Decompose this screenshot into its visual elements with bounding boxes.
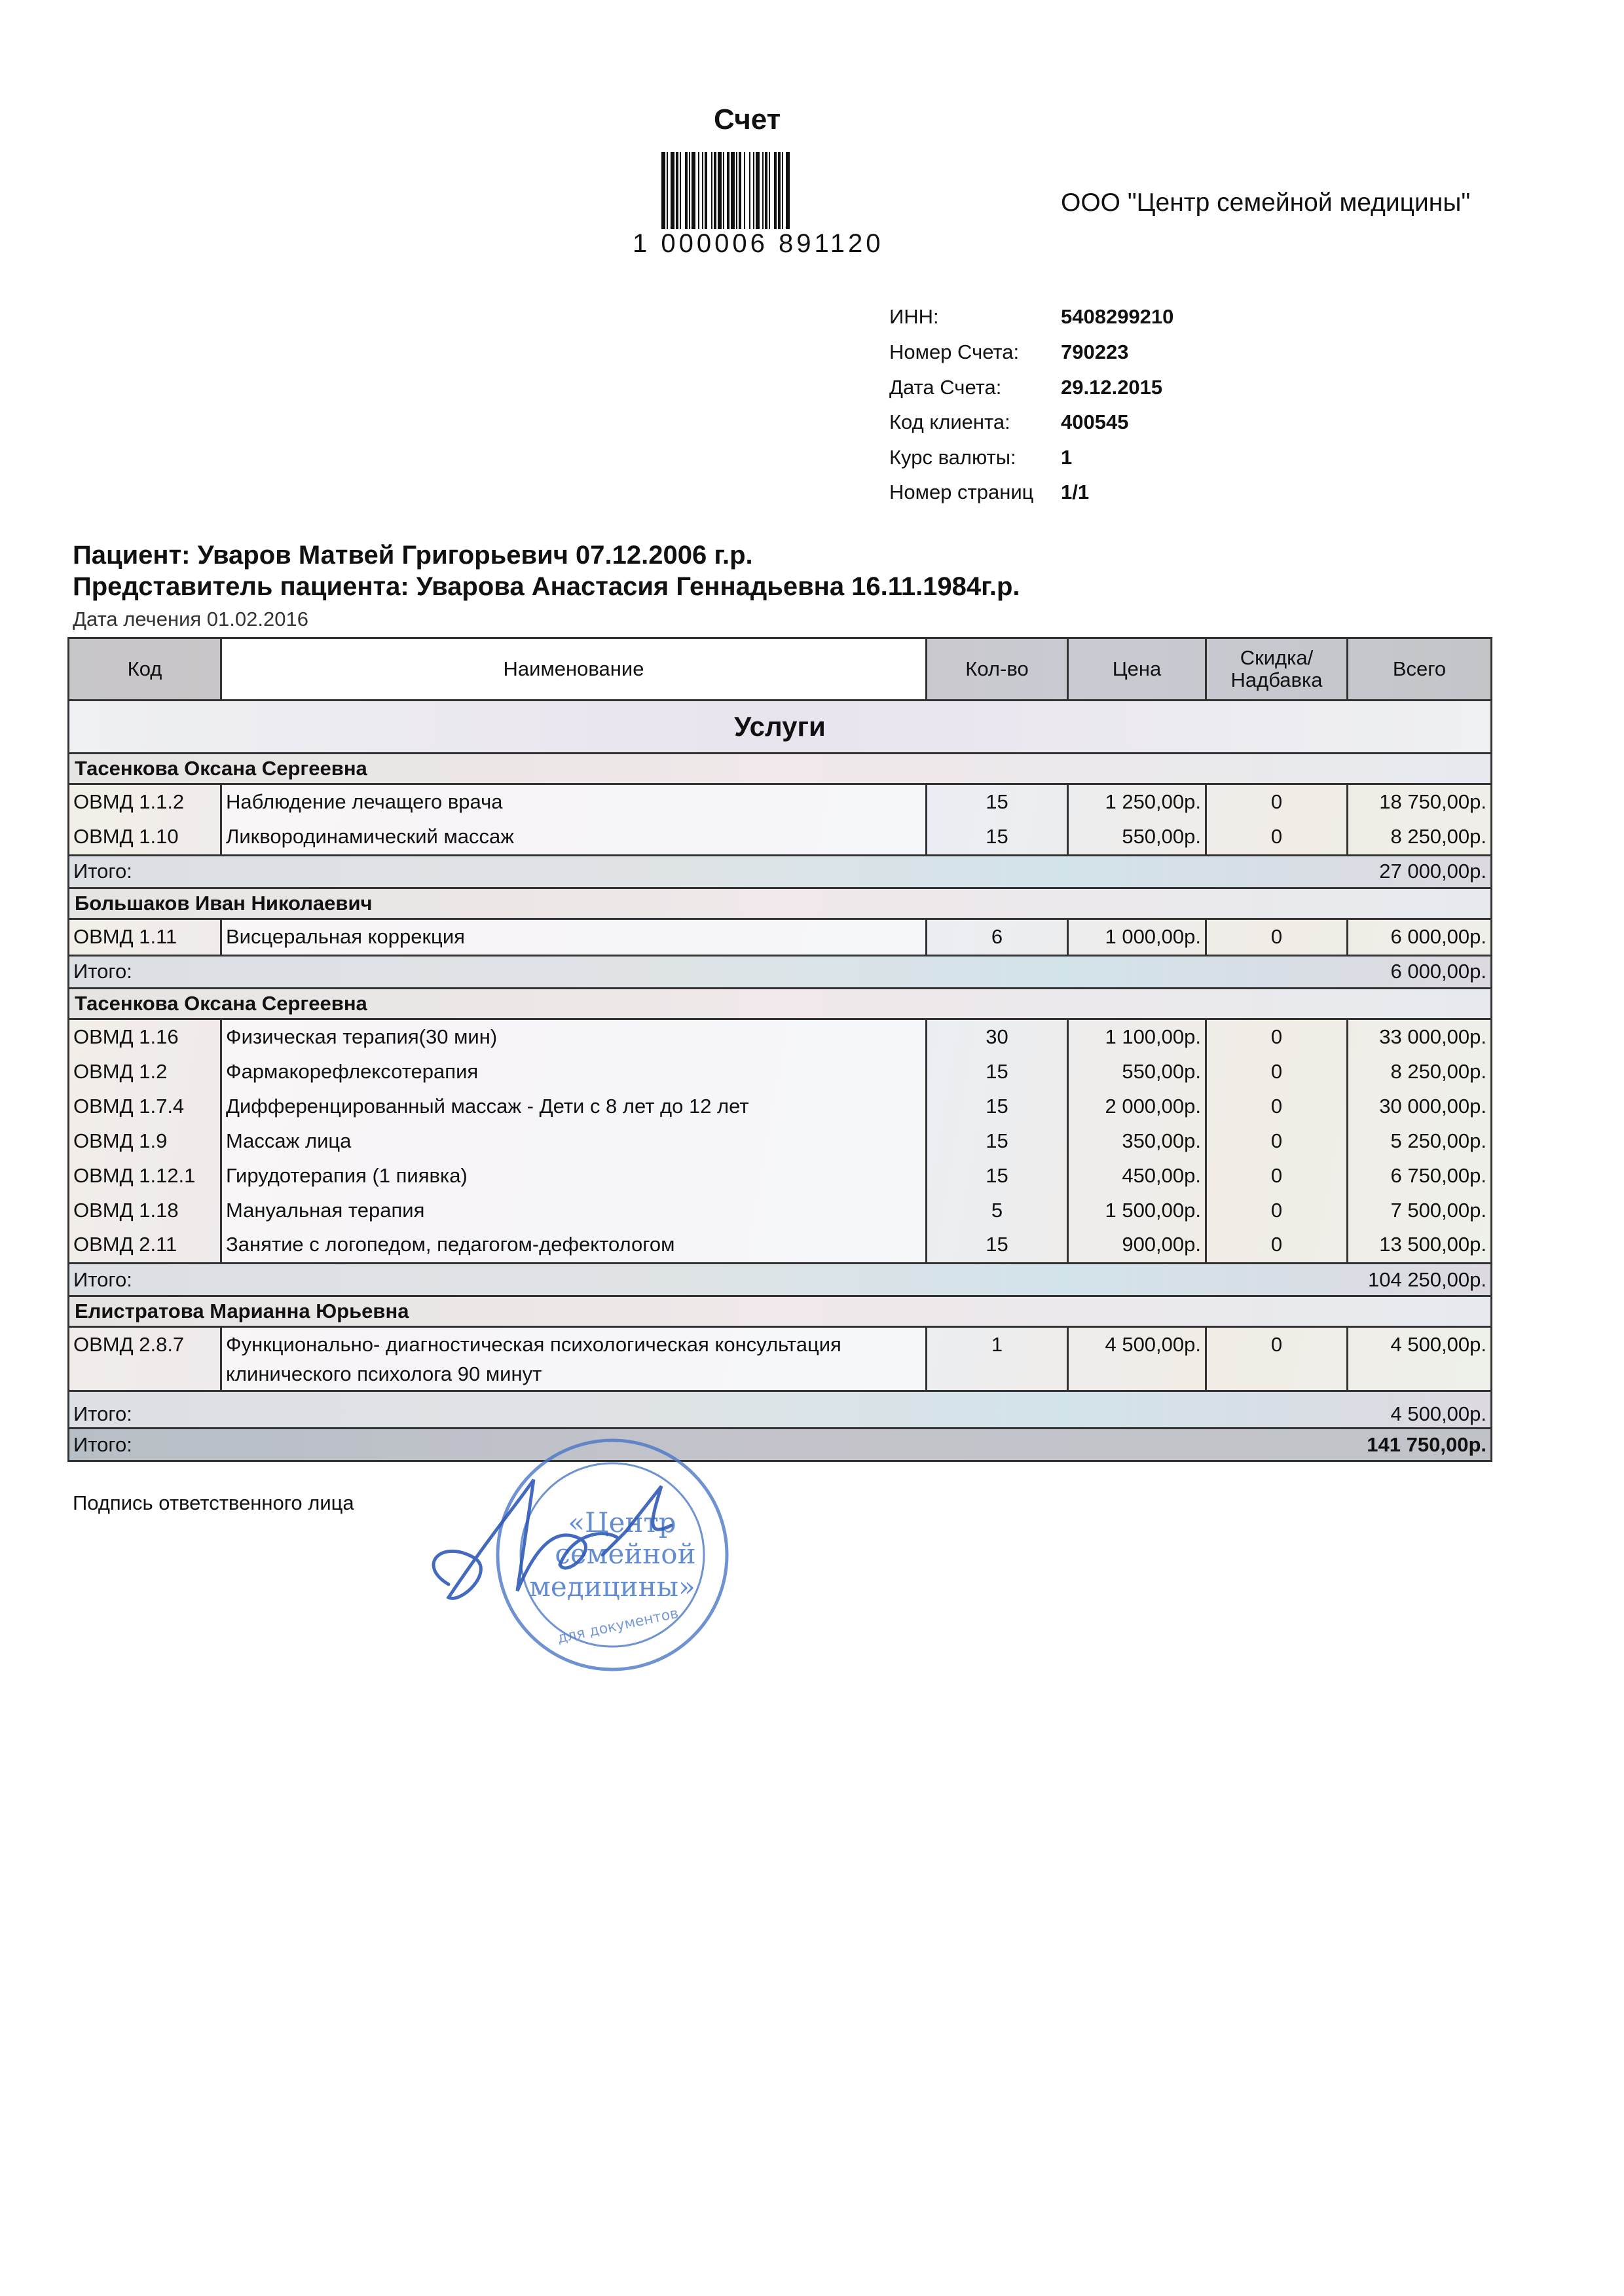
- group-subtotal: [69, 1264, 1490, 1297]
- cell-name: Гирудотерапия (1 пиявка): [222, 1159, 927, 1194]
- cell-price: 1 000,00р.: [1069, 920, 1207, 955]
- cell-name: Фармакорефлексотерапия: [222, 1055, 927, 1089]
- document-title: Счет: [714, 103, 781, 136]
- info-value: 5408299210: [1061, 305, 1174, 328]
- cell-code: ОВМД 1.7.4: [69, 1089, 222, 1124]
- table-row: [69, 1194, 1490, 1228]
- cell-discount: 0: [1207, 820, 1348, 854]
- info-value: 400545: [1061, 410, 1129, 433]
- cell-discount: 0: [1207, 1194, 1348, 1228]
- cell-price: 550,00р.: [1069, 1055, 1207, 1089]
- cell-code: ОВМД 2.11: [69, 1228, 222, 1262]
- cell-discount: 0: [1207, 1328, 1348, 1390]
- cell-name: Мануальная терапия: [222, 1194, 927, 1228]
- cell-name: Наблюдение лечащего врача: [222, 785, 927, 820]
- subtotal-value: 6 000,00р.: [1390, 960, 1486, 983]
- cell-qty: 30: [927, 1020, 1069, 1055]
- cell-total: 7 500,00р.: [1390, 1198, 1486, 1222]
- cell-name: Физическая терапия(30 мин): [222, 1020, 927, 1055]
- table-row: [69, 785, 1490, 820]
- cell-discount: 0: [1207, 1055, 1348, 1089]
- cell-total: 6 000,00р.: [1390, 924, 1486, 948]
- group-subtotal: [69, 856, 1490, 889]
- cell-qty: 15: [927, 1124, 1069, 1159]
- cell-qty: 15: [927, 1159, 1069, 1194]
- cell-discount: 0: [1207, 1228, 1348, 1262]
- cell-total: 4 500,00р.: [1390, 1333, 1486, 1357]
- cell-name: Ликвородинамический массаж: [222, 820, 927, 854]
- group-doctor: Елистратова Марианна Юрьевна: [69, 1297, 1490, 1328]
- cell-discount: 0: [1207, 1020, 1348, 1055]
- cell-total: 13 500,00р.: [1379, 1233, 1486, 1256]
- cell-code: ОВМД 1.2: [69, 1055, 222, 1089]
- stamp-bottom-text: для документов: [555, 1605, 680, 1647]
- cell-code: ОВМД 1.11: [69, 920, 222, 955]
- info-label: Код клиента:: [889, 410, 1010, 433]
- cell-discount: 0: [1207, 785, 1348, 820]
- cell-total: 33 000,00р.: [1379, 1025, 1486, 1048]
- cell-name: Висцеральная коррекция: [222, 920, 927, 955]
- info-label: Курс валюты:: [889, 446, 1016, 469]
- cell-code: ОВМД 1.18: [69, 1194, 222, 1228]
- info-label: ИНН:: [889, 305, 939, 328]
- group-doctor: Большаков Иван Николаевич: [69, 889, 1490, 920]
- info-label: Номер страниц: [889, 481, 1034, 503]
- cell-discount: 0: [1207, 1089, 1348, 1124]
- info-value: 29.12.2015: [1061, 376, 1163, 399]
- info-label: Номер Счета:: [889, 340, 1020, 363]
- cell-name: Занятие с логопедом, педагогом-дефектологом: [222, 1228, 927, 1262]
- cell-code: ОВМД 1.1.2: [69, 785, 222, 820]
- cell-qty: 15: [927, 1228, 1069, 1262]
- cell-total: 8 250,00р.: [1390, 824, 1486, 848]
- info-label: Дата Счета:: [889, 376, 1002, 399]
- company-name: ООО "Центр семейной медицины": [1061, 189, 1471, 217]
- cell-code: ОВМД 1.9: [69, 1124, 222, 1159]
- cell-price: 1 500,00р.: [1069, 1194, 1207, 1228]
- header-discount-line2: Надбавка: [1230, 668, 1323, 691]
- table-row: [69, 920, 1490, 957]
- cell-total: 5 250,00р.: [1390, 1129, 1486, 1152]
- group-subtotal: [69, 1392, 1490, 1429]
- cell-qty: 15: [927, 1089, 1069, 1124]
- subtotal-value: 104 250,00р.: [1367, 1267, 1486, 1291]
- subtotal-value: 27 000,00р.: [1379, 860, 1486, 883]
- cell-name: Дифференцированный массаж - Дети с 8 лет до 12 лет: [222, 1089, 927, 1124]
- stamp-center-text-3: медицины»: [529, 1571, 695, 1603]
- table-header: [69, 639, 1490, 701]
- cell-price: 350,00р.: [1069, 1124, 1207, 1159]
- cell-price: 1 100,00р.: [1069, 1020, 1207, 1055]
- info-value: 1: [1061, 446, 1073, 469]
- cell-discount: 0: [1207, 1159, 1348, 1194]
- cell-price: 2 000,00р.: [1069, 1089, 1207, 1124]
- services-table: [67, 637, 1492, 1462]
- grand-total-label: Итого:: [73, 1432, 132, 1456]
- cell-qty: 15: [927, 820, 1069, 854]
- cell-code: ОВМД 1.12.1: [69, 1159, 222, 1194]
- cell-code: ОВМД 2.8.7: [69, 1328, 222, 1390]
- cell-price: 4 500,00р.: [1069, 1328, 1207, 1390]
- grand-total-value: 141 750,00р.: [1367, 1432, 1486, 1456]
- group-doctor: Тасенкова Оксана Сергеевна: [69, 989, 1490, 1020]
- cell-qty: 15: [927, 1055, 1069, 1089]
- table-row: [69, 820, 1490, 856]
- cell-code: ОВМД 1.10: [69, 820, 222, 854]
- table-row: [69, 1055, 1490, 1089]
- subtotal-label: Итого:: [73, 1402, 132, 1426]
- table-row: [69, 1020, 1490, 1055]
- cell-qty: 6: [927, 920, 1069, 955]
- subtotal-label: Итого:: [73, 1267, 132, 1291]
- signature-label: Подпись ответственного лица: [73, 1491, 354, 1514]
- table-row: [69, 1089, 1490, 1124]
- subtotal-value: 4 500,00р.: [1390, 1402, 1486, 1426]
- barcode-digits: 1 000006 891120: [629, 229, 887, 259]
- header-discount: [1207, 639, 1348, 699]
- header-code: Код: [69, 639, 222, 699]
- cell-name: Массаж лица: [222, 1124, 927, 1159]
- grand-total: [69, 1429, 1490, 1460]
- cell-qty: 5: [927, 1194, 1069, 1228]
- cell-price: 450,00р.: [1069, 1159, 1207, 1194]
- cell-name: Функционально- диагностическая психологическая консультация клинического психолога 90 минут: [222, 1328, 927, 1390]
- table-row: [69, 1124, 1490, 1159]
- header-name: Наименование: [222, 639, 927, 699]
- representative-line: Представитель пациента: Уварова Анастасия Геннадьевна 16.11.1984г.р.: [73, 572, 1020, 601]
- table-row: [69, 1328, 1490, 1392]
- header-total: Всего: [1392, 657, 1447, 680]
- patient-line: Пациент: Уваров Матвей Григорьевич 07.12.2006 г.р.: [73, 541, 753, 570]
- group-doctor: Тасенкова Оксана Сергеевна: [69, 754, 1490, 785]
- subtotal-label: Итого:: [73, 860, 132, 883]
- cell-price: 550,00р.: [1069, 820, 1207, 854]
- info-value: 1/1: [1061, 481, 1090, 503]
- stamp-and-signature: [403, 1408, 769, 1683]
- cell-total: 18 750,00р.: [1379, 790, 1486, 813]
- cell-code: ОВМД 1.16: [69, 1020, 222, 1055]
- stamp-center-text-2: семейной: [555, 1538, 696, 1570]
- cell-total: 6 750,00р.: [1390, 1163, 1486, 1187]
- header-discount-line1: Скидка/: [1240, 646, 1314, 669]
- cell-price: 900,00р.: [1069, 1228, 1207, 1262]
- treatment-date: Дата лечения 01.02.2016: [73, 608, 308, 630]
- group-subtotal: [69, 957, 1490, 989]
- subtotal-label: Итого:: [73, 960, 132, 983]
- cell-total: 8 250,00р.: [1390, 1059, 1486, 1083]
- cell-qty: 1: [927, 1328, 1069, 1390]
- header-qty: Кол-во: [927, 639, 1069, 699]
- stamp-center-text-1: «Центр: [568, 1506, 676, 1539]
- section-title: Услуги: [69, 701, 1490, 754]
- info-value: 790223: [1061, 340, 1129, 363]
- table-row: [69, 1228, 1490, 1264]
- cell-discount: 0: [1207, 1124, 1348, 1159]
- table-row: [69, 1159, 1490, 1194]
- cell-total: 30 000,00р.: [1379, 1094, 1486, 1118]
- cell-discount: 0: [1207, 920, 1348, 955]
- cell-price: 1 250,00р.: [1069, 785, 1207, 820]
- header-price: Цена: [1069, 639, 1207, 699]
- cell-qty: 15: [927, 785, 1069, 820]
